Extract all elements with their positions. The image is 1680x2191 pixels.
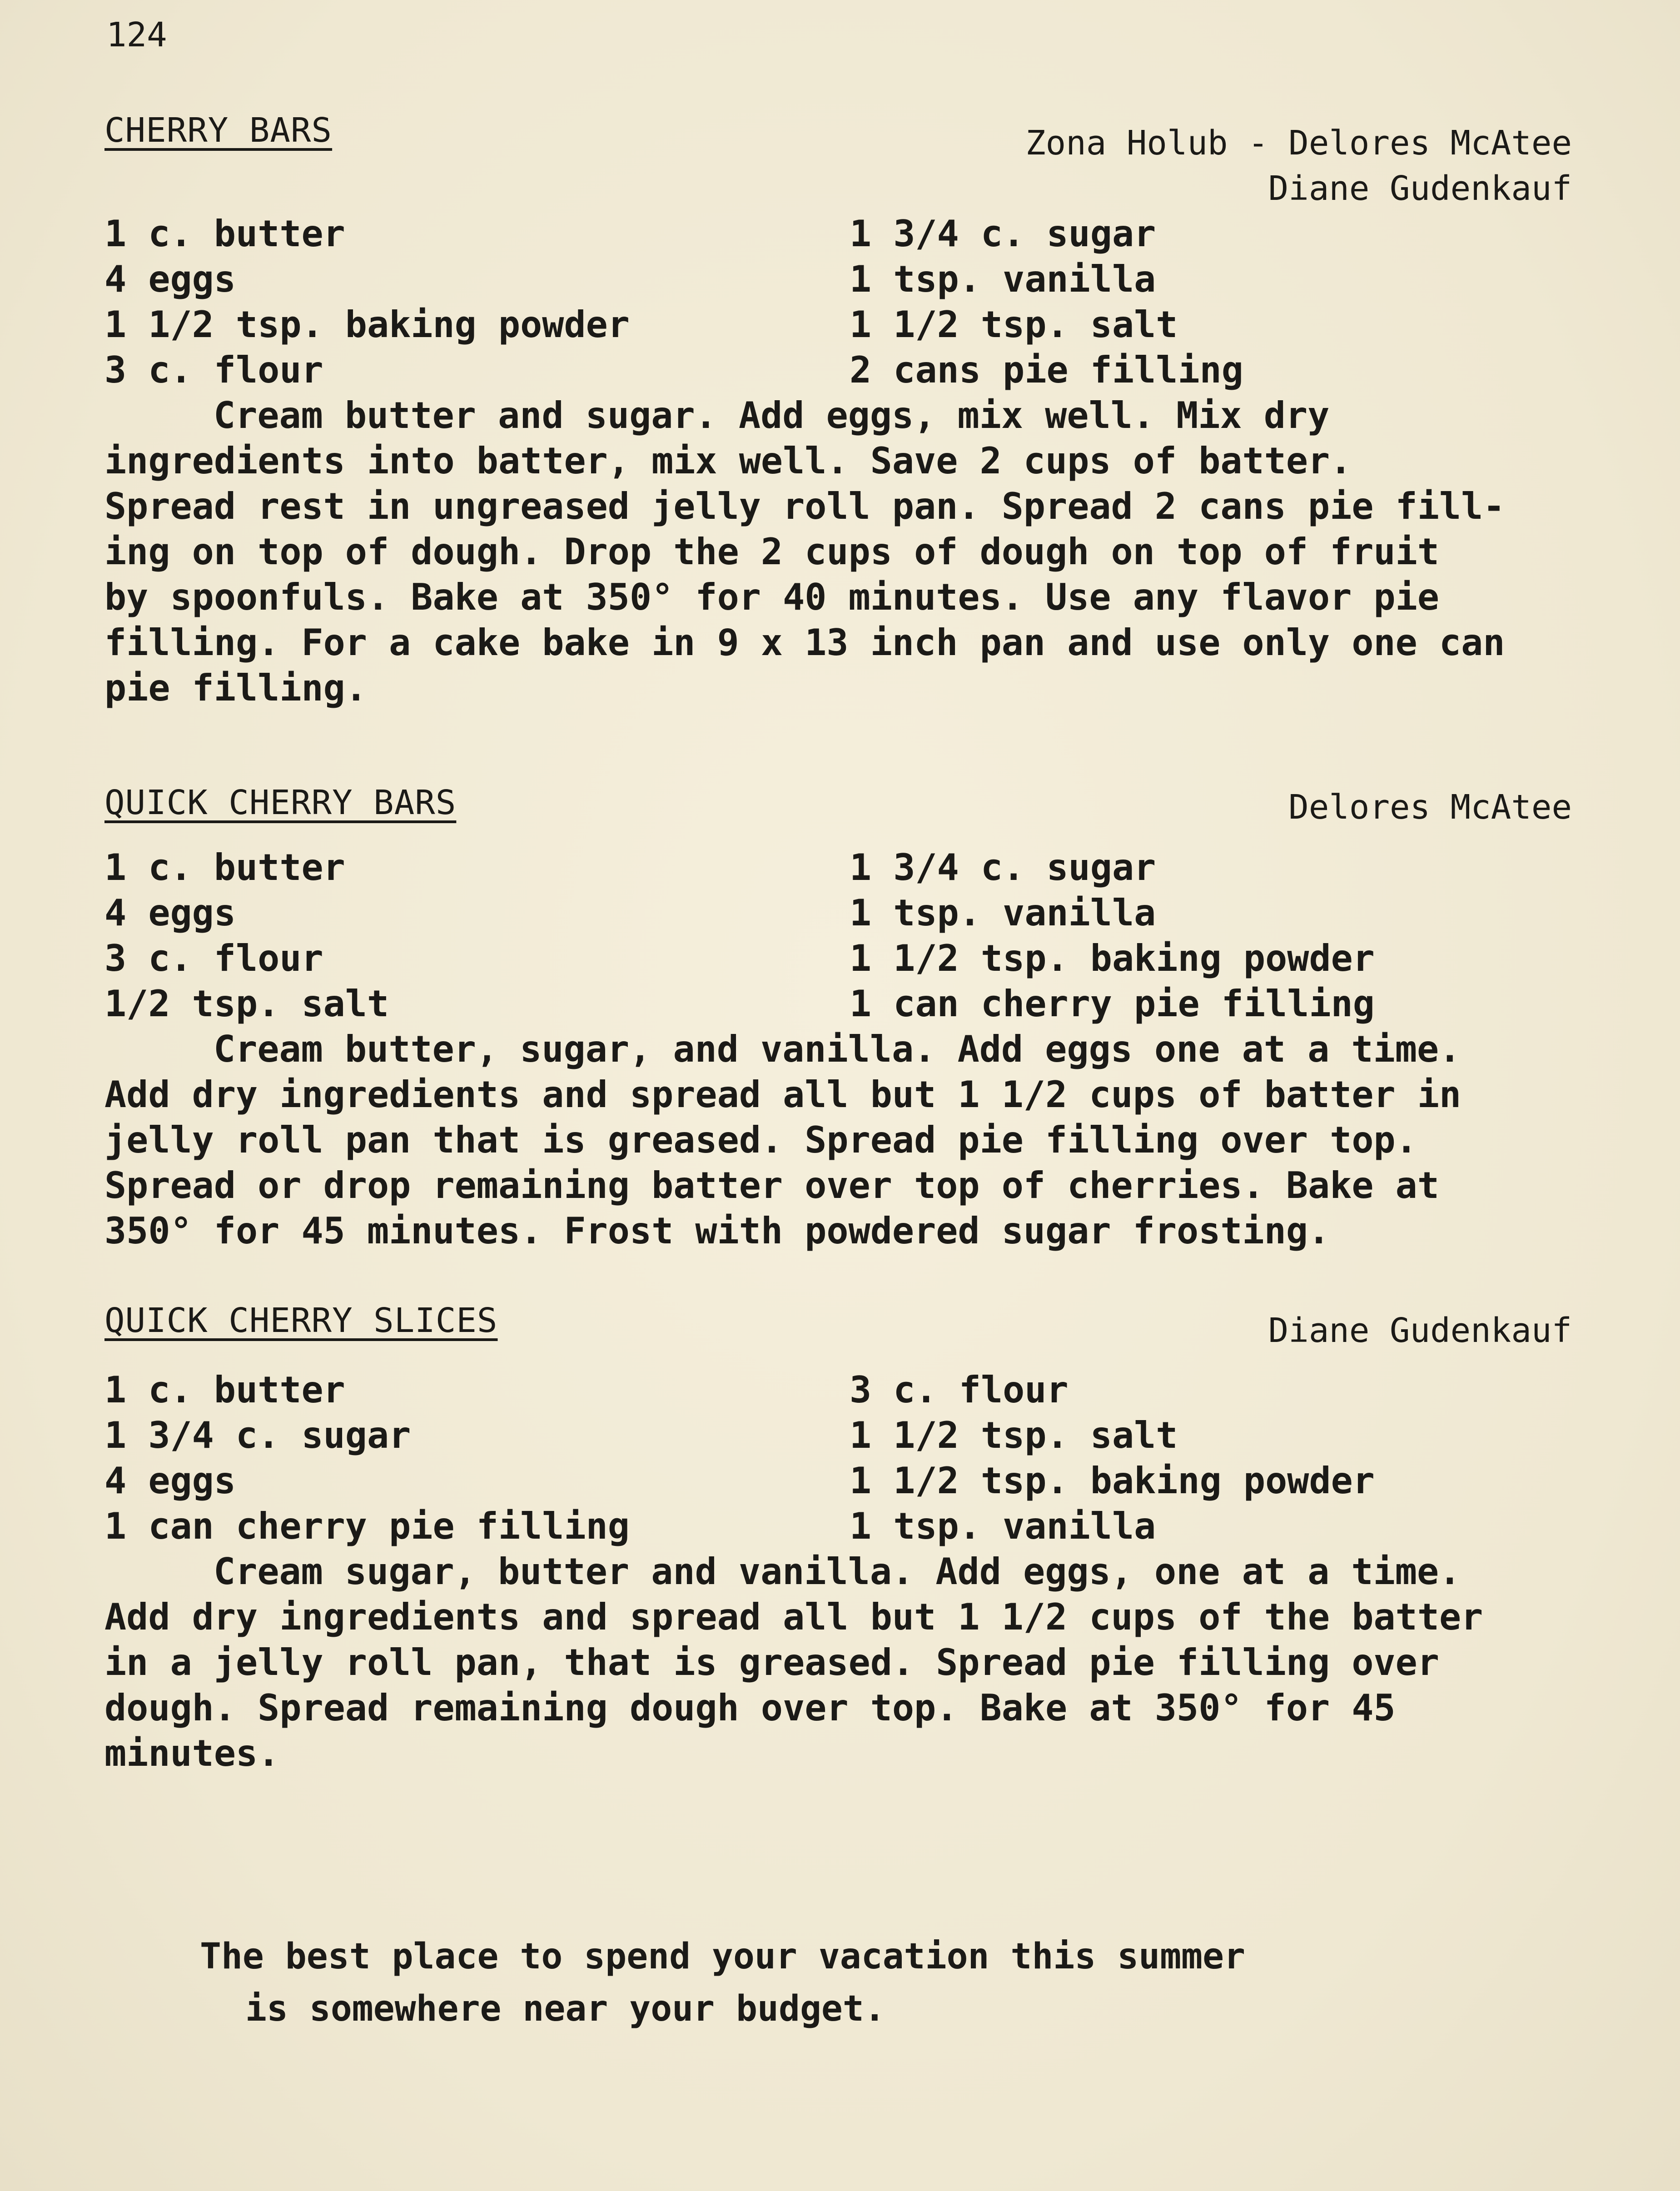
ingredient: 1 1/2 tsp. salt bbox=[850, 1414, 1178, 1456]
ingredient: 1 c. butter bbox=[104, 213, 345, 255]
direction-line: Cream butter, sugar, and vanilla. Add eggs one at a time. bbox=[214, 1028, 1461, 1070]
quote-line-2: is somewhere near your budget. bbox=[245, 1988, 885, 2029]
recipe-title: QUICK CHERRY BARS bbox=[104, 783, 457, 822]
ingredient-list bbox=[95, 845, 1572, 1027]
recipe-quick-cherry-bars bbox=[95, 783, 1572, 1254]
ingredient: 1 1/2 tsp. salt bbox=[850, 303, 1178, 346]
recipe-cherry-bars bbox=[95, 111, 1572, 711]
contributor-line-1: Diane Gudenkauf bbox=[1268, 1311, 1572, 1350]
ingredient: 1 1/2 tsp. baking powder bbox=[850, 1460, 1375, 1502]
ingredient: 1 1/2 tsp. baking powder bbox=[850, 937, 1375, 979]
ingredient: 1 3/4 c. sugar bbox=[850, 213, 1156, 255]
direction-line: minutes. bbox=[104, 1732, 280, 1774]
ingredient: 4 eggs bbox=[104, 258, 236, 300]
direction-line: ingredients into batter, mix well. Save 2 cups of batter. bbox=[104, 440, 1352, 482]
closing-quote bbox=[200, 1931, 1245, 2035]
ingredient: 4 eggs bbox=[104, 1460, 236, 1502]
recipe-directions bbox=[95, 393, 1572, 711]
page-number: 124 bbox=[106, 15, 167, 55]
ingredient: 2 cans pie filling bbox=[850, 349, 1243, 391]
ingredient: 1 tsp. vanilla bbox=[850, 1505, 1156, 1547]
ingredient: 1 can cherry pie filling bbox=[104, 1505, 630, 1547]
recipe-title: CHERRY BARS bbox=[104, 111, 333, 150]
ingredient: 1 tsp. vanilla bbox=[850, 892, 1156, 934]
recipe-header bbox=[95, 1301, 1572, 1367]
recipe-directions bbox=[95, 1027, 1572, 1254]
direction-line: Cream sugar, butter and vanilla. Add eggs, one at a time. bbox=[214, 1550, 1461, 1593]
ingredient: 1/2 tsp. salt bbox=[104, 983, 389, 1025]
ingredient: 1 c. butter bbox=[104, 1369, 345, 1411]
ingredient: 1 c. butter bbox=[104, 846, 345, 889]
recipe-quick-cherry-slices bbox=[95, 1301, 1572, 1776]
direction-line: dough. Spread remaining dough over top. Bake at 350° for 45 bbox=[104, 1687, 1396, 1729]
quote-line-1: The best place to spend your vacation this summer bbox=[200, 1936, 1246, 1977]
direction-line: pie filling. bbox=[104, 667, 367, 709]
direction-line: Add dry ingredients and spread all but 1 1/2 cups of the batter bbox=[104, 1596, 1483, 1638]
ingredient: 3 c. flour bbox=[850, 1369, 1069, 1411]
direction-line: 350° for 45 minutes. Frost with powdered sugar frosting. bbox=[104, 1210, 1330, 1252]
contributor-line-1: Zona Holub - Delores McAtee bbox=[1025, 124, 1572, 163]
contributor-line-2: Diane Gudenkauf bbox=[1268, 169, 1572, 208]
direction-line: Add dry ingredients and spread all but 1 1/2 cups of batter in bbox=[104, 1073, 1461, 1116]
direction-line: by spoonfuls. Bake at 350° for 40 minutes. Use any flavor pie bbox=[104, 576, 1440, 618]
direction-line: filling. For a cake bake in 9 x 13 inch pan and use only one can bbox=[104, 621, 1505, 664]
ingredient: 1 3/4 c. sugar bbox=[850, 846, 1156, 889]
direction-line: jelly roll pan that is greased. Spread pie filling over top. bbox=[104, 1119, 1417, 1161]
recipe-header bbox=[95, 783, 1572, 845]
direction-line: ing on top of dough. Drop the 2 cups of dough on top of fruit bbox=[104, 531, 1440, 573]
ingredient: 3 c. flour bbox=[104, 937, 323, 979]
direction-line: in a jelly roll pan, that is greased. Spread pie filling over bbox=[104, 1641, 1440, 1684]
contributor-line-1: Delores McAtee bbox=[1288, 788, 1572, 827]
direction-line: Spread or drop remaining batter over top of cherries. Bake at bbox=[104, 1164, 1440, 1207]
ingredient: 4 eggs bbox=[104, 892, 236, 934]
ingredient: 3 c. flour bbox=[104, 349, 323, 391]
ingredient-list bbox=[95, 1367, 1572, 1549]
recipe-title: QUICK CHERRY SLICES bbox=[104, 1301, 498, 1340]
ingredient: 1 1/2 tsp. baking powder bbox=[104, 303, 630, 346]
direction-line: Cream butter and sugar. Add eggs, mix well. Mix dry bbox=[214, 394, 1330, 437]
direction-line: Spread rest in ungreased jelly roll pan. Spread 2 cans pie fill- bbox=[104, 485, 1505, 527]
ingredient: 1 can cherry pie filling bbox=[850, 983, 1375, 1025]
ingredient-list bbox=[95, 211, 1572, 393]
recipe-directions bbox=[95, 1549, 1572, 1776]
ingredient: 1 tsp. vanilla bbox=[850, 258, 1156, 300]
ingredient: 1 3/4 c. sugar bbox=[104, 1414, 411, 1456]
recipe-header bbox=[95, 111, 1572, 211]
